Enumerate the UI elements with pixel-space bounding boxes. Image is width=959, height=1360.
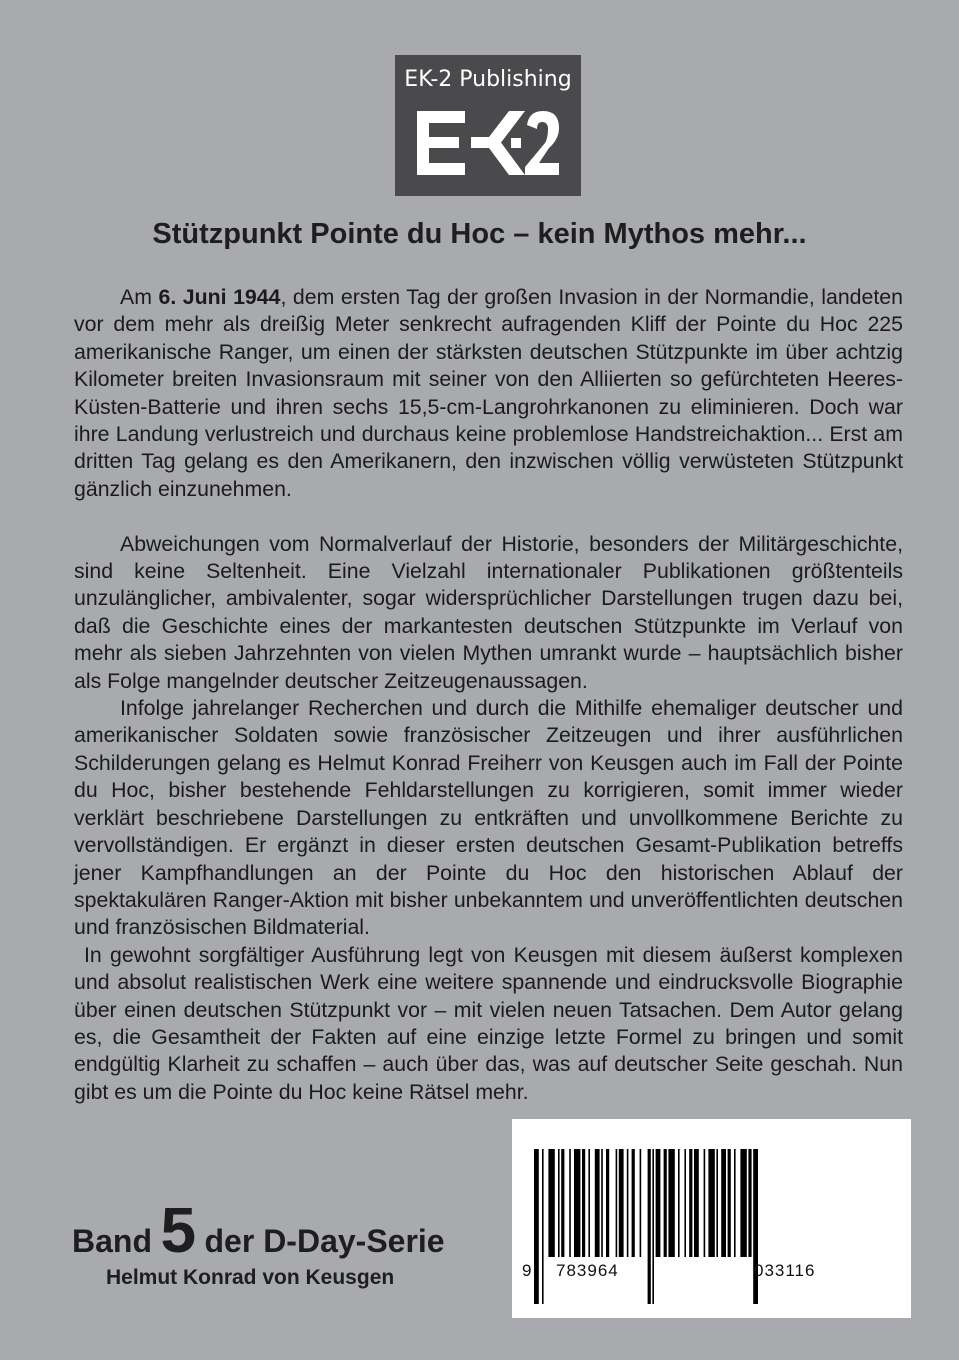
barcode-bar: [558, 1149, 560, 1257]
headline: Stützpunkt Pointe du Hoc – kein Mythos mehr...: [152, 218, 807, 250]
barcode-bar: [668, 1149, 674, 1257]
ek2-logo-mark: [417, 111, 559, 175]
barcode-bar: [689, 1149, 692, 1257]
paragraph-2: Abweichungen vom Normalverlauf der Historie, besonders der Militärgeschichte, sind keine Seltenheit. Eine Vielzahl internationaler Publikationen größtenteils unzulänglicher, ambivalenter, sogar widersprüchlicher Darstellungen trugen dazu bei, daß die Geschichte eines der markantesten deutschen Stützpunkte im Verlauf von mehr als sieben Jahrzehnten von vielen Mythen umrankt wurde – hauptsächlich bisher als Folge mangelnder deutscher Zeitzeugenaussagen.: [74, 531, 903, 693]
barcode-bar: [534, 1149, 539, 1304]
series-suffix: der D-Day-Serie: [204, 1223, 445, 1259]
barcode-bar: [678, 1149, 680, 1257]
barcode-bar: [652, 1149, 654, 1304]
barcode-bar: [704, 1149, 706, 1257]
barcode-bar: [569, 1149, 571, 1257]
author-name: Helmut Konrad von Keusgen: [106, 1266, 395, 1289]
barcode-bar: [542, 1149, 544, 1304]
barcode-first-digit: 9: [522, 1261, 532, 1280]
series-number: 5: [160, 1194, 197, 1266]
blurb-text: [74, 284, 903, 1106]
barcode-bar: [721, 1149, 726, 1257]
isbn-barcode: [512, 1119, 911, 1318]
barcode-right-digits: 033116: [754, 1261, 816, 1280]
barcode-bar: [656, 1149, 661, 1257]
barcode-bar: [582, 1149, 585, 1257]
paragraph-4: In gewohnt sorgfältiger Ausführung legt von Keusgen mit diesem äußerst komplexen und absolut realistischen Werk eine weitere spannende und eindrucksvolle Biographie über einen deutschen Stützpunkt vor – mit vielen neuen Tatsachen. Dem Autor gelang es, die Gesamtheit der Fakten auf eine einzige letzte Formel zu bringen und somit endgültig Klarheit zu schaffen – auch über das, was auf deutscher Seite geschah. Nun gibt es um die Pointe du Hoc keine Rätsel mehr.: [74, 942, 903, 1104]
barcode-bar: [684, 1149, 686, 1257]
barcode-bar: [740, 1149, 746, 1257]
series-title: [72, 1194, 445, 1266]
barcode-bar: [548, 1149, 554, 1257]
barcode-bar: [632, 1149, 635, 1257]
barcode-bar: [601, 1149, 603, 1257]
paragraph-1-rest: , dem ersten Tag der großen Invasion in der Normandie, landeten vor dem mehr als dreißig Meter senkrecht aufragenden Kliff der Pointe du Hoc 225 amerikanische Ranger, um einen der stärksten deutschen Stützpunkte im über achtzig Kilometer breiten Invasionsraum mit seiner von den Alliierten so gefürchteten Heeres-Küsten-Batterie und ihren sechs 15,5-cm-Langrohrkanonen zu eliminieren. Doch war ihre Landung verlustreich und durchaus keine problemlose Handstreichaktion... Erst am dritten Tag gelang es den Amerikanern, den inzwischen völlig verwüsteten Stützpunkt gänzlich einzunehmen.: [74, 285, 903, 501]
barcode-bar: [728, 1149, 731, 1257]
invasion-date: 6. Juni 1944: [158, 285, 281, 309]
barcode-bar: [748, 1149, 751, 1257]
barcode-bar: [734, 1149, 736, 1257]
barcode-bar: [574, 1149, 580, 1257]
barcode-bar: [648, 1149, 651, 1304]
barcode-bar: [616, 1149, 618, 1257]
barcode-bar: [588, 1149, 590, 1257]
barcode-bar: [640, 1149, 642, 1257]
publisher-name: EK-2 Publishing: [404, 67, 572, 92]
series-prefix: Band: [72, 1223, 152, 1259]
paragraph-1-lead: Am: [120, 285, 159, 309]
paragraph-3: Infolge jahrelanger Recherchen und durch die Mithilfe ehemaliger deutscher und amerikanischer Soldaten sowie französischer Zeitzeugen und ihrer ausführlichen Schilderungen gelang es Helmut Konrad Freiherr von Keusgen auch im Fall der Pointe du Hoc, bisher bestehende Fehldarstellungen zu korrigieren, somit immer wieder verklärt beschriebene Darstellungen zu entkräften und unvollkommene Berichte zu vervollständigen. Er ergänzt in dieser ersten deutschen Gesamt-Publikation betreffs jener Kampfhandlungen an der Pointe du Hoc den historischen Ablauf der spektakulären Ranger-Aktion mit bisher unbekanntem und unveröffentlichten deutschen und französischen Bildmaterial.: [74, 696, 903, 940]
barcode-bar: [606, 1149, 609, 1257]
paragraph-1: [74, 284, 903, 503]
barcode-bars: [512, 1119, 911, 1318]
barcode-bar: [708, 1149, 714, 1257]
barcode-bar: [619, 1149, 624, 1257]
barcode-bar: [561, 1149, 564, 1257]
barcode-bar: [694, 1149, 699, 1257]
barcode-bar: [595, 1149, 600, 1257]
barcode-bar: [664, 1149, 667, 1257]
publisher-logo: [395, 55, 581, 196]
barcode-left-digits: 783964: [556, 1261, 619, 1280]
barcode-bar: [716, 1149, 718, 1257]
barcode-bar: [627, 1149, 629, 1257]
